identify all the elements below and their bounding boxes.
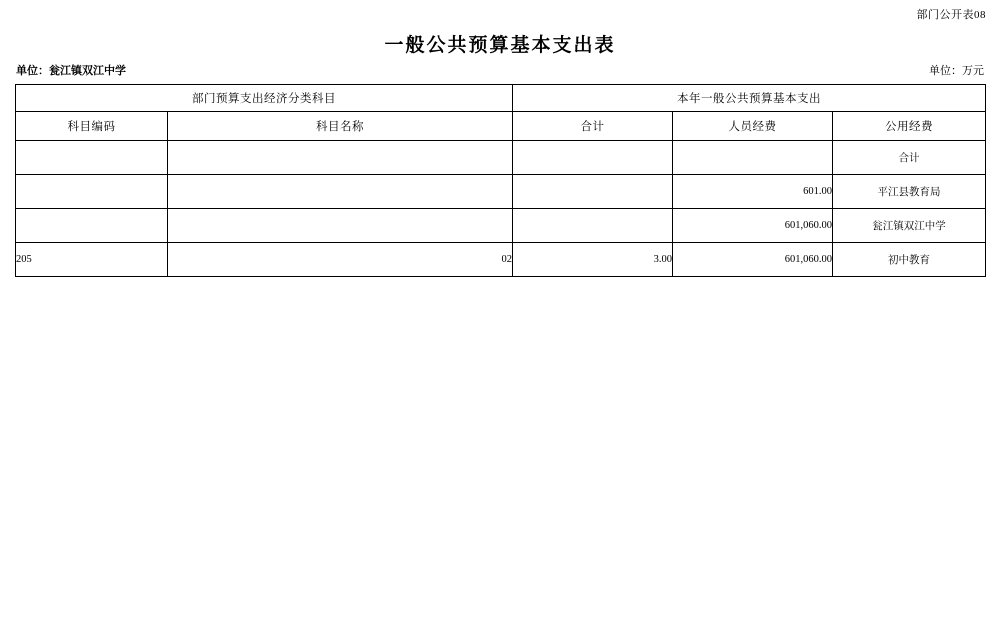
cell-personnel: [673, 141, 833, 175]
cell-total: 3.00: [513, 243, 673, 277]
column-header-public: 公用经费: [833, 112, 986, 141]
budget-table: [15, 84, 986, 277]
group-header-current-year: 本年一般公共预算基本支出: [513, 85, 986, 112]
cell-name: 02: [168, 243, 513, 277]
table-group-header-row: [16, 85, 986, 112]
document-tag: 部门公开表08: [916, 9, 986, 21]
cell-public: 瓮江镇双江中学: [833, 209, 986, 243]
cell-code: 205: [16, 243, 168, 277]
cell-total: [513, 209, 673, 243]
cell-public: 初中教育: [833, 243, 986, 277]
cell-total: [513, 141, 673, 175]
cell-personnel: 601,060.00: [673, 243, 833, 277]
table-row: [16, 141, 986, 175]
table-row: [16, 243, 986, 277]
column-header-personnel: 人员经费: [673, 112, 833, 141]
amount-unit-label: 单位：万元: [929, 65, 984, 77]
table-row: [16, 175, 986, 209]
cell-name: [168, 209, 513, 243]
cell-name: [168, 175, 513, 209]
group-header-expense-category: 部门预算支出经济分类科目: [16, 85, 513, 112]
unit-label: 单位：瓮江镇双江中学: [16, 65, 126, 77]
page-title: 一般公共预算基本支出表: [384, 35, 616, 56]
cell-name: [168, 141, 513, 175]
cell-personnel: 601,060.00: [673, 209, 833, 243]
column-header-code: 科目编码: [16, 112, 168, 141]
cell-total: [513, 175, 673, 209]
column-header-total: 合计: [513, 112, 673, 141]
cell-public: 合计: [833, 141, 986, 175]
cell-code: [16, 141, 168, 175]
meta-row: [16, 62, 984, 78]
cell-public: 平江县教育局: [833, 175, 986, 209]
cell-code: [16, 175, 168, 209]
cell-code: [16, 209, 168, 243]
column-header-name: 科目名称: [168, 112, 513, 141]
table-row: [16, 209, 986, 243]
table-column-header-row: [16, 112, 986, 141]
cell-personnel: 601.00: [673, 175, 833, 209]
